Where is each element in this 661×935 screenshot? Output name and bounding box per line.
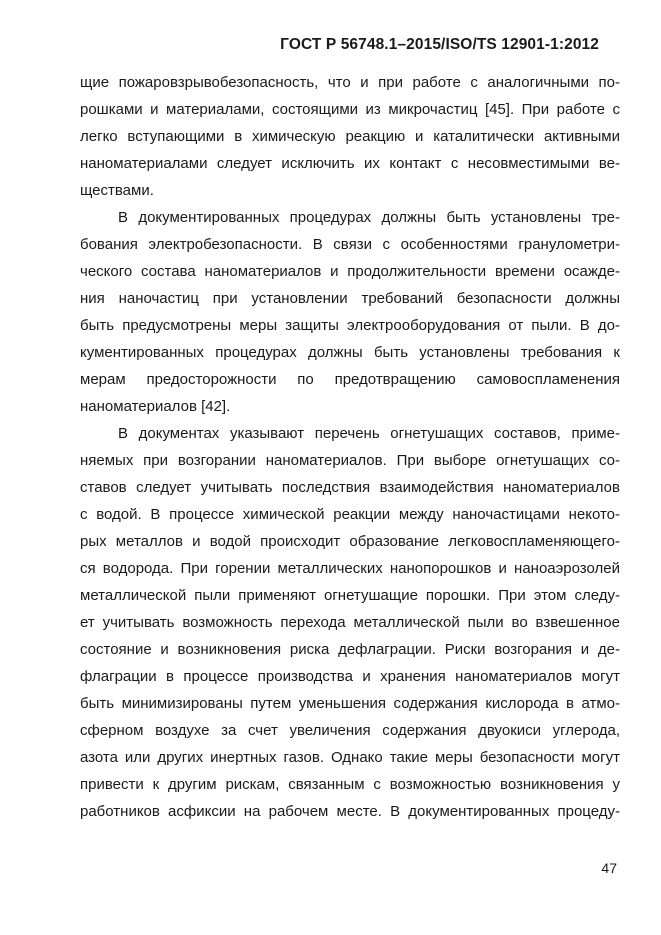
text-line: быть предусмотрены меры защиты электрооборудования от пыли. В до- [80,317,620,334]
paragraph [80,420,620,825]
text-line: с водой. В процессе химической реакции между наночастицами некото- [80,506,620,523]
text-line: наноматериалов [42]. [80,398,231,415]
text-line: рошками и материалами, состоящими из микрочастиц [45]. При работе с [80,101,620,118]
document-body [80,69,620,825]
text-line: В документированных процедурах должны быть установлены тре- [118,209,620,226]
text-line: ет учитывать возможность перехода металлической пыли во взвешенное [80,614,620,631]
paragraph [80,204,620,420]
text-line: В документах указывают перечень огнетушащих составов, приме- [118,425,620,442]
text-line: привести к другим рискам, связанным с возможностью возникновения у [80,776,620,793]
text-line: сферном воздухе за счет увеличения содержания двуокиси углерода, [80,722,620,739]
document-header [280,36,599,54]
text-line: легко вступающими в химическую реакцию и каталитически активными [80,128,620,145]
text-line: няемых при возгорании наноматериалов. При выборе огнетушащих со- [80,452,620,469]
text-line: наноматериалами следует исключить их контакт с несовместимыми ве- [80,155,620,172]
text-line: ставов следует учитывать последствия взаимодействия наноматериалов [80,479,620,496]
document-code: ГОСТ Р 56748.1–2015/ISO/TS 12901-1:2012 [280,36,599,53]
text-line: ществами. [80,182,154,199]
paragraph [80,69,620,204]
text-line: быть минимизированы путем уменьшения содержания кислорода в атмо- [80,695,620,712]
text-line: ния наночастиц при установлении требований безопасности должны [80,290,620,307]
text-line: кументированных процедурах должны быть установлены требования к [80,344,620,361]
text-line: азота или других инертных газов. Однако такие меры безопасности могут [80,749,620,766]
text-line: флаграции в процессе производства и хранения наноматериалов могут [80,668,620,685]
page-number: 47 [601,860,617,876]
text-line: мерам предосторожности по предотвращению самовоспламенения [80,371,620,388]
text-line: ческого состава наноматериалов и продолжительности времени осажде- [80,263,620,280]
text-line: рых металлов и водой происходит образование легковоспламеняющего- [80,533,620,550]
text-line: состояние и возникновения риска дефлаграции. Риски возгорания и де- [80,641,620,658]
text-line: ся водорода. При горении металлических нанопорошков и наноаэрозолей [80,560,620,577]
text-line: бования электробезопасности. В связи с особенностями гранулометри- [80,236,620,253]
text-line: металлической пыли применяют огнетушащие порошки. При этом следу- [80,587,620,604]
text-line: работников асфиксии на рабочем месте. В документированных процеду- [80,803,620,820]
text-line: щие пожаровзрывобезопасность, что и при работе с аналогичными по- [80,74,620,91]
